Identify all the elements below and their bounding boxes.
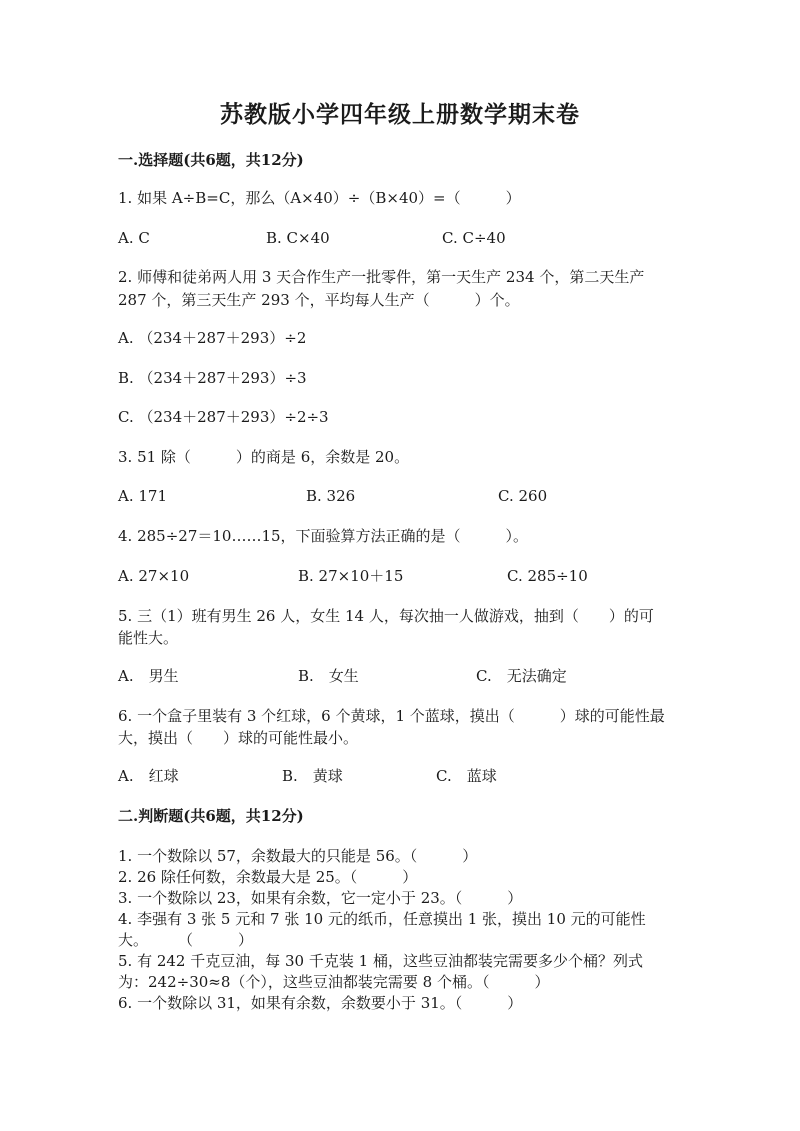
judge-item-2: 2. 26 除任何数，余数最大是 25。（ ） — [118, 868, 418, 886]
q1-option-a: A. C — [118, 229, 150, 247]
q3-option-b: B. 326 — [306, 487, 356, 505]
question-6-line1: 6. 一个盒子里装有 3 个红球，6 个黄球，1 个蓝球，摸出（ ）球的可能性最 — [118, 707, 665, 725]
q4-option-a: A. 27×10 — [118, 567, 190, 585]
q5-option-c: C. 无法确定 — [476, 667, 567, 685]
judge-item-3: 3. 一个数除以 23，如果有余数，它一定小于 23。（ ） — [118, 889, 523, 907]
question-5-line1: 5. 三（1）班有男生 26 人，女生 14 人，每次抽一人做游戏，抽到（ ）的可 — [118, 607, 654, 625]
question-1: 1. 如果 A÷B=C，那么（A×40）÷（B×40）=（ ） — [118, 189, 521, 207]
judge-item-5-line1: 5. 有 242 千克豆油，每 30 千克装 1 桶，这些豆油都装完需要多少个桶？列式 — [118, 952, 643, 970]
q2-option-b: B. （234＋287＋293）÷3 — [118, 369, 307, 387]
q1-option-b: B. C×40 — [266, 229, 330, 247]
section2-header: 二.判断题(共6题，共12分) — [118, 807, 304, 825]
q1-option-c: C. C÷40 — [442, 229, 506, 247]
page-title: 苏教版小学四年级上册数学期末卷 — [220, 101, 580, 128]
q2-option-c: C. （234＋287＋293）÷2÷3 — [118, 408, 329, 426]
judge-item-4-line2: 大。 （ ） — [118, 931, 254, 949]
question-2-line2: 287 个，第三天生产 293 个，平均每人生产（ ）个。 — [118, 291, 520, 309]
question-2-line1: 2. 师傅和徒弟两人用 3 天合作生产一批零件，第一天生产 234 个，第二天生产 — [118, 268, 645, 286]
q3-option-a: A. 171 — [118, 487, 167, 505]
question-5-line2: 能性大。 — [118, 629, 179, 647]
q5-option-a: A. 男生 — [118, 667, 179, 685]
question-4: 4. 285÷27＝10……15，下面验算方法正确的是（ ）。 — [118, 527, 529, 545]
judge-item-1: 1. 一个数除以 57，余数最大的只能是 56。（ ） — [118, 847, 478, 865]
q6-option-c: C. 蓝球 — [436, 767, 497, 785]
q2-option-a: A. （234＋287＋293）÷2 — [118, 329, 307, 347]
q4-option-c: C. 285÷10 — [507, 567, 588, 585]
q3-option-c: C. 260 — [498, 487, 548, 505]
q4-option-b: B. 27×10＋15 — [298, 567, 404, 585]
q5-option-b: B. 女生 — [298, 667, 359, 685]
judge-item-6: 6. 一个数除以 31，如果有余数，余数要小于 31。（ ） — [118, 994, 523, 1012]
section1-header: 一.选择题(共6题，共12分) — [118, 151, 304, 169]
question-6-line2: 大，摸出（ ）球的可能性最小。 — [118, 729, 359, 747]
question-3: 3. 51 除（ ）的商是 6，余数是 20。 — [118, 448, 410, 466]
judge-item-5-line2: 为：242÷30≈8（个），这些豆油都装完需要 8 个桶。（ ） — [118, 973, 550, 991]
q6-option-b: B. 黄球 — [282, 767, 343, 785]
judge-item-4-line1: 4. 李强有 3 张 5 元和 7 张 10 元的纸币，任意摸出 1 张，摸出 10 元的可能性 — [118, 910, 646, 928]
q6-option-a: A. 红球 — [118, 767, 179, 785]
